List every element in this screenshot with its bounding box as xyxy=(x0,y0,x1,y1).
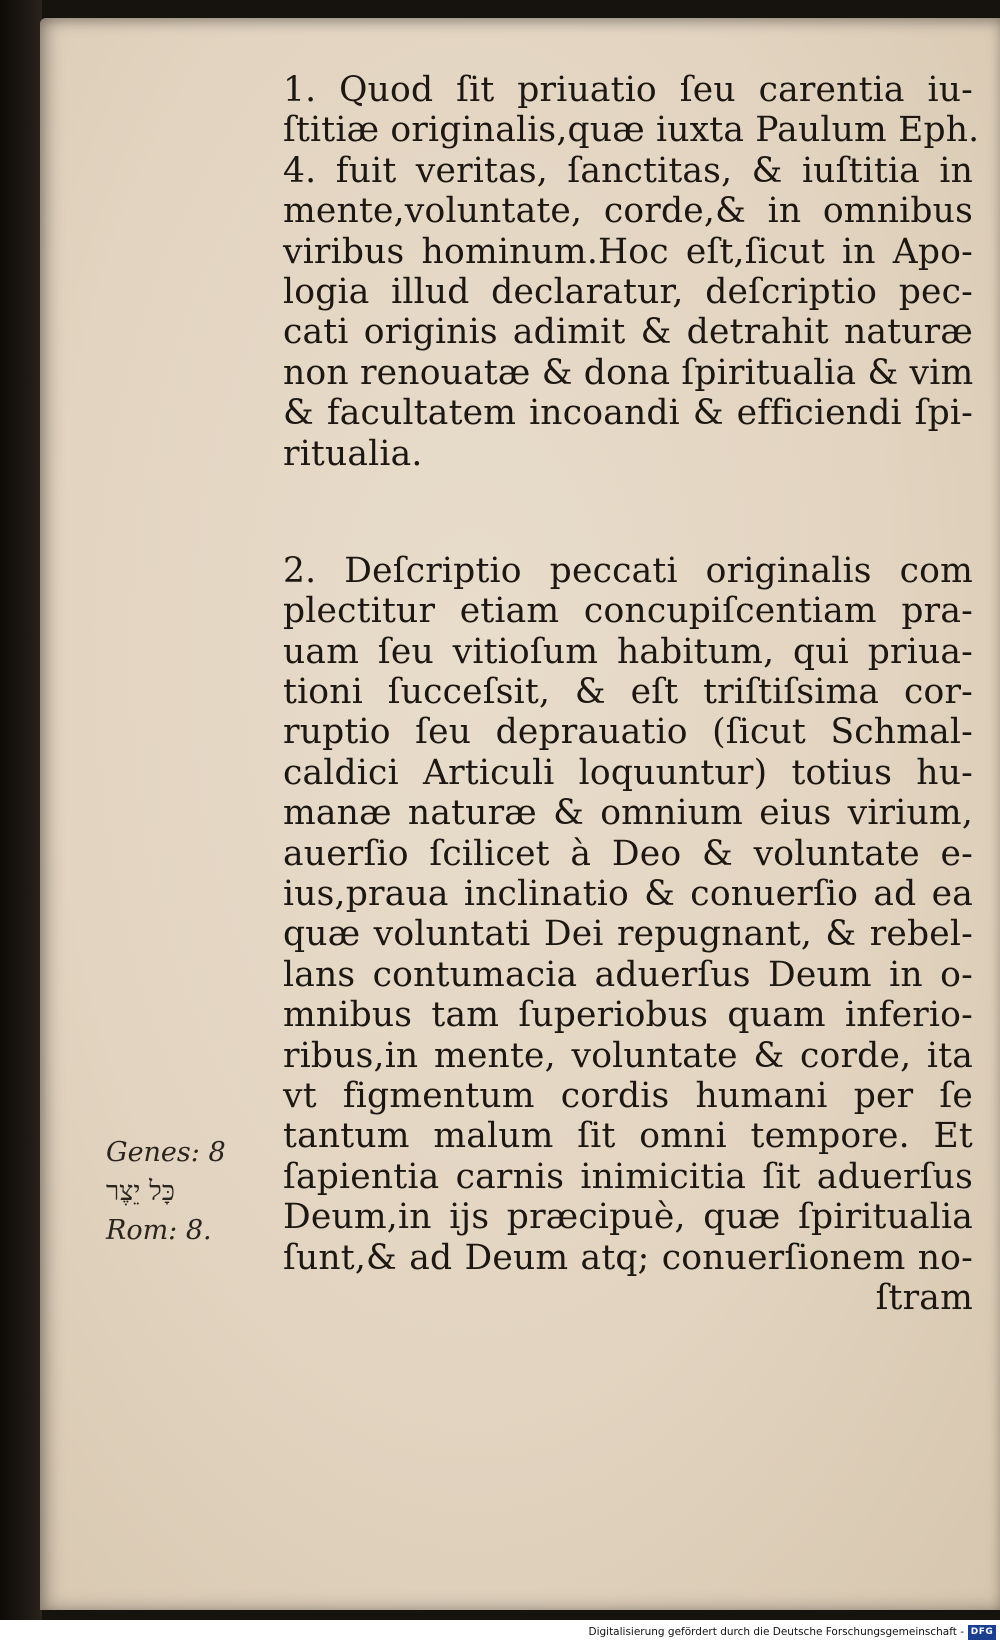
margin-note-hebrew: כָּל יֵצֶר xyxy=(106,1176,175,1207)
text-line: auerſio ſcilicet à Deo & voluntate e- xyxy=(283,833,973,874)
text-line: tantum malum ſit omni tempore. Et xyxy=(283,1116,973,1157)
text-line: ſunt,& ad Deum atq; conuerſionem no- xyxy=(283,1237,973,1278)
footer-bar xyxy=(0,1620,1000,1647)
text-line: ſtitiæ originalis,quæ iuxta Paulum Eph. xyxy=(283,110,980,151)
text-line: viribus hominum.Hoc eſt,ſicut in Apo- xyxy=(283,231,973,272)
text-line: caldici Articuli loquuntur) totius hu- xyxy=(283,752,973,793)
text-line: plectitur etiam concupiſcentiam pra- xyxy=(283,591,973,632)
text-line: ſapientia carnis inimicitia ſit aduerſus xyxy=(283,1156,973,1197)
book-page xyxy=(40,18,1000,1610)
footer-credit: Digitalisierung gefördert durch die Deutsche Forschungsgemeinschaft - xyxy=(588,1626,964,1638)
margin-notes xyxy=(106,1133,236,1250)
text-block xyxy=(283,70,980,1318)
text-line: tioni ſucceſsit, & eſt triſtiſsima cor- xyxy=(283,672,973,713)
text-line: logia illud declaratur, deſcriptio pec- xyxy=(283,271,973,312)
margin-note-romans: Rom: 8. xyxy=(106,1215,212,1246)
text-line: cati originis adimit & detrahit naturæ xyxy=(283,312,973,353)
text-line: mente,voluntate, corde,& in omnibus xyxy=(283,191,973,232)
text-line: lans contumacia aduerſus Deum in o- xyxy=(283,954,973,995)
margin-note-genesis: Genes: 8 xyxy=(106,1137,226,1168)
text-line: mnibus tam ſuperiobus quam inferio- xyxy=(283,995,973,1036)
dfg-logo-icon: DFG xyxy=(968,1625,996,1640)
text-line: ruptio ſeu deprauatio (ſicut Schmal- xyxy=(283,712,973,753)
paragraph-gap xyxy=(283,474,973,551)
catchword: ſtram xyxy=(875,1277,973,1318)
paragraph-2 xyxy=(283,551,973,1318)
text-line: & facultatem incoandi & efficiendi ſpi- xyxy=(283,393,973,434)
text-line: uam ſeu vitioſum habitum, qui priua- xyxy=(283,631,973,672)
text-line: manæ naturæ & omnium eius virium, xyxy=(283,793,973,834)
text-line: vt figmentum cordis humani per ſe xyxy=(283,1075,973,1116)
text-line: ribus,in mente, voluntate & corde, ita xyxy=(283,1035,973,1076)
text-line: 2. Deſcriptio peccati originalis com xyxy=(283,550,973,591)
text-line: ritualia. xyxy=(283,433,423,474)
paragraph-1 xyxy=(283,70,980,474)
text-line: non renouatæ & dona ſpiritualia & vim xyxy=(283,352,974,393)
text-line: ius,praua inclinatio & conuerſio ad ea xyxy=(283,874,973,915)
text-line: 1. Quod ſit priuatio ſeu carentia iu- xyxy=(283,70,973,110)
text-line: quæ voluntati Dei repugnant, & rebel- xyxy=(283,914,973,955)
book-spine-shadow xyxy=(0,0,42,1620)
text-line: Deum,in ijs præcipuè, quæ ſpiritualia xyxy=(283,1197,973,1238)
text-line: 4. fuit veritas, ſanctitas, & iuſtitia in xyxy=(283,150,973,191)
